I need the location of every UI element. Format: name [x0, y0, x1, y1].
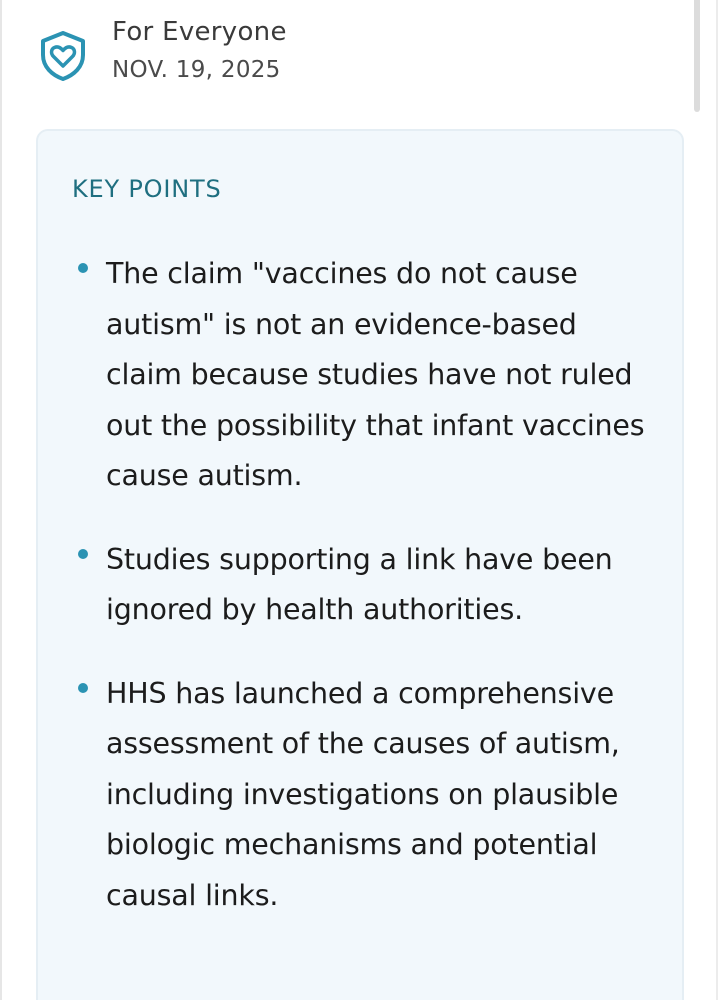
bullet-icon — [78, 263, 88, 273]
key-point-text: Studies supporting a link have been ignored by health authorities. — [106, 542, 613, 626]
bullet-icon — [78, 683, 88, 693]
key-point-text: The claim "vaccines do not cause autism" is not an evidence-based claim because studies have not ruled out the possibility that infant vaccines cause autism. — [106, 257, 645, 492]
shield-heart-icon — [38, 30, 88, 82]
list-item — [72, 249, 648, 502]
publish-date: NOV. 19, 2025 — [112, 57, 281, 83]
list-item — [72, 669, 648, 922]
key-points-box — [36, 129, 684, 1000]
list-item — [72, 535, 648, 636]
key-points-title: KEY POINTS — [72, 175, 222, 203]
meta-text — [112, 14, 287, 90]
key-points-list — [72, 249, 648, 921]
scrollbar[interactable] — [694, 0, 700, 112]
key-point-text: HHS has launched a comprehensive assessment of the causes of autism, including investigations on plausible biologic mechanisms and potential causal links. — [106, 676, 620, 912]
bullet-icon — [78, 549, 88, 559]
article-meta — [38, 14, 287, 90]
audience-label: For Everyone — [112, 17, 287, 47]
